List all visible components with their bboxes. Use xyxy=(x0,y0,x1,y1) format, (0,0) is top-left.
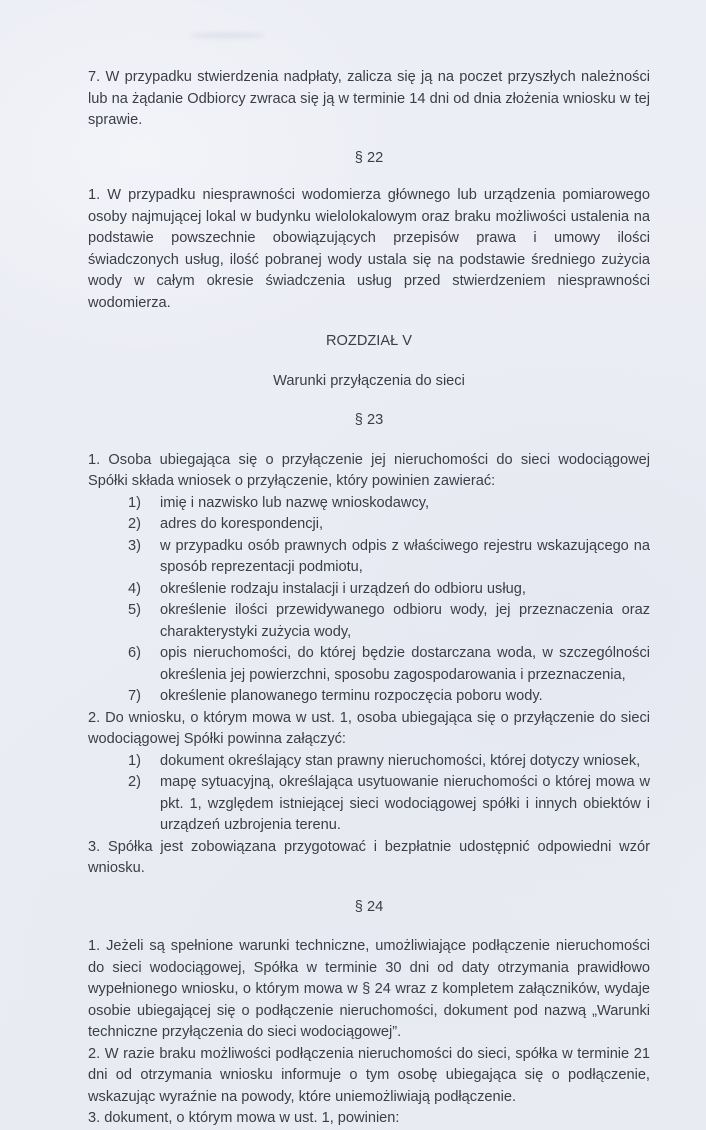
chapter-5-heading: ROZDZIAŁ V xyxy=(326,333,412,349)
list-item xyxy=(88,600,650,643)
section-24-paragraph-3: 3. dokument, o którym mowa w ust. 1, powinien: xyxy=(88,1110,400,1126)
section-23-list-2 xyxy=(88,751,650,837)
list-item xyxy=(88,514,650,536)
list-item-text: w przypadku osób prawnych odpis z właściwego rejestru wskazującego na sposób reprezentacji podmiotu, xyxy=(160,537,650,575)
section-24-paragraph-2: 2. W razie braku możliwości podłączenia nieruchomości do sieci, spółka w terminie 21 dni od otrzymania wniosku informuje o tym osobę ubiegająca się o podłączenie, wskazując wyraźnie na powody, które uniemożliwiają podłączenie. xyxy=(88,1045,650,1105)
section-23-paragraph-1-intro: 1. Osoba ubiegająca się o przyłączenie jej nieruchomości do sieci wodociągowej Spółki składa wniosek o przyłączenie, który powinien zawierać: xyxy=(88,451,650,489)
section-22-paragraph-1: 1. W przypadku niesprawności wodomierza głównego lub urządzenia pomiarowego osoby najmującej lokal w budynku wielolokalowym oraz braku możliwości ustalenia na podstawie powszechnie obowiązujących przepisów prawa i umowy ilości świadczonych usług, ilość pobranej wody ustala się na podstawie średniego zużycia wody w całym okresie świadczenia usług przed stwierdzeniem niesprawności wodomierza. xyxy=(88,187,650,311)
chapter-5-title: Warunki przyłączenia do sieci xyxy=(273,372,465,389)
list-item xyxy=(88,579,650,601)
list-item-number: 4) xyxy=(128,580,141,597)
list-item xyxy=(88,536,650,579)
list-item-number: 7) xyxy=(128,688,141,704)
list-item-text: określenie ilości przewidywanego odbioru wody, jej przeznaczenia oraz charakterystyki zużycia wody, xyxy=(160,602,650,640)
list-item-number: 5) xyxy=(128,602,141,618)
section-23-paragraph-3: 3. Spółka jest zobowiązana przygotować i bezpłatnie udostępnić odpowiedni wzór wniosku. xyxy=(88,838,650,876)
list-item-text: imię i nazwisko lub nazwę wnioskodawcy, xyxy=(160,494,430,511)
list-item-number: 2) xyxy=(128,774,141,790)
section-23-heading: § 23 xyxy=(354,412,384,428)
section-23-paragraph-2-intro: 2. Do wniosku, o którym mowa w ust. 1, osoba ubiegająca się o przyłączenie do sieci wodociągowej Spółki powinna załączyć: xyxy=(88,709,650,747)
list-item-number: 2) xyxy=(128,516,141,532)
list-item-text: określenie planowanego terminu rozpoczęcia poboru wody. xyxy=(160,688,543,704)
list-item-number: 6) xyxy=(128,645,141,661)
list-item xyxy=(88,493,650,515)
list-item-text: mapę sytuacyjną, określająca usytuowanie nieruchomości o której mowa w pkt. 1, względem istniejącej sieci wodociągowej spółki i innych obiektów i urządzeń uzbrojenia terenu. xyxy=(160,774,650,833)
section-22-heading: § 22 xyxy=(354,149,384,166)
section-23-list-1 xyxy=(88,493,650,708)
list-item-number: 1) xyxy=(128,494,141,511)
list-item-text: określenie rodzaju instalacji i urządzeń do odbioru usług, xyxy=(160,580,526,597)
list-item xyxy=(88,686,650,708)
list-item xyxy=(88,772,650,837)
list-item xyxy=(88,643,650,686)
section-24-heading: § 24 xyxy=(354,898,384,915)
list-item-text: opis nieruchomości, do której będzie dostarczana woda, w szczególności określenia jej powierzchni, sposobu zagospodarowania i przeznaczenia, xyxy=(160,645,650,683)
paragraph-7-overpayment: 7. W przypadku stwierdzenia nadpłaty, zalicza się ją na poczet przyszłych należności lub na żądanie Odbiorcy zwraca się ją w terminie 14 dni od dnia złożenia wniosku w tej sprawie. xyxy=(88,69,650,128)
list-item-text: adres do korespondencji, xyxy=(160,516,324,532)
list-item-number: 3) xyxy=(128,537,141,554)
list-item-number: 1) xyxy=(128,752,141,769)
document-content xyxy=(88,0,650,1130)
section-24-paragraph-1: 1. Jeżeli są spełnione warunki techniczne, umożliwiające podłączenie nieruchomości do sieci wodociągowej, Spółka w terminie 30 dni od daty otrzymania prawidłowo wypełnionego wniosku, o którym mowa w § 24 wraz z kompletem załączników, wydaje osobie ubiegającej się o podłączenie nieruchomości, dokument pod nazwą „Warunki techniczne przyłączenia do sieci wodociągowej”. xyxy=(88,938,650,1040)
list-item xyxy=(88,751,650,773)
list-item-text: dokument określający stan prawny nieruchomości, której dotyczy wniosek, xyxy=(160,752,641,769)
